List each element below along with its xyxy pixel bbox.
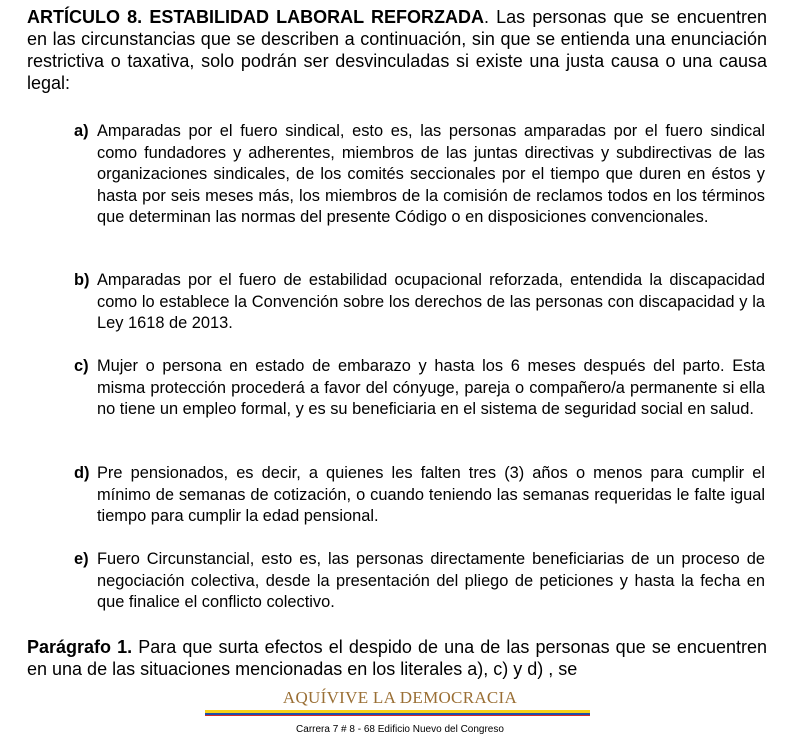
footer-brand-logo: AQUÍVIVE LA DEMOCRACIA — [282, 688, 518, 707]
list-item-a — [74, 121, 765, 229]
list-item-label: a) — [74, 122, 89, 140]
paragrafo-title: Parágrafo 1. — [27, 637, 133, 657]
list-item-text: Mujer o persona en estado de embarazo y hasta los 6 meses después del parto. Esta misma protección procederá a favor del cónyuge, pareja o compañero/a permanente si ella no tiene un empleo formal, y es su beneficiaria en el sistema de seguridad social en salud. — [97, 357, 765, 418]
list-item-b — [74, 270, 765, 335]
flag-red-stripe — [205, 715, 590, 717]
footer-address: Carrera 7 # 8 - 68 Edificio Nuevo del Congreso — [296, 724, 504, 735]
list-item-label: b) — [74, 271, 90, 289]
article-title: ARTÍCULO 8. ESTABILIDAD LABORAL REFORZADA — [27, 7, 484, 27]
article-body: . Las personas que se encuentren en las circunstancias que se describen a continuación, sin que se entienda una enunciación restrictiva o taxativa, solo podrán ser desvinculadas si existe una justa causa o una causa legal: — [27, 7, 767, 93]
article-8-paragraph — [27, 6, 767, 94]
list-item-label: d) — [74, 464, 90, 482]
flag-stripe — [205, 710, 590, 716]
list-item-e — [74, 549, 765, 614]
paragrafo-1-paragraph — [27, 636, 767, 680]
paragrafo-body: Para que surta efectos el despido de una de las personas que se encuentren en una de las situaciones mencionadas en los literales a), c) y d) , se — [27, 637, 767, 679]
list-item-text: Pre pensionados, es decir, a quienes les falten tres (3) años o menos para cumplir el mínimo de semanas de cotización, o cuando teniendo las semanas requeridas le falte igual tiempo para cumplir la edad pensional. — [97, 464, 765, 525]
list-item-text: Fuero Circunstancial, esto es, las personas directamente beneficiarias de un proceso de negociación colectiva, desde la presentación del pliego de peticiones y hasta la fecha en que finalice el conflicto colectivo. — [97, 550, 765, 611]
list-item-label: e) — [74, 550, 89, 568]
list-item-d — [74, 463, 765, 528]
list-item-label: c) — [74, 357, 89, 375]
list-item-text: Amparadas por el fuero de estabilidad ocupacional reforzada, entendida la discapacidad como lo establece la Convención sobre los derechos de las personas con discapacidad y la Ley 1618 de 2013. — [97, 271, 765, 332]
list-item-c — [74, 356, 765, 421]
list-item-text: Amparadas por el fuero sindical, esto es, las personas amparadas por el fuero sindical como fundadores y adherentes, miembros de las juntas directivas y subdirectivas de las organizaciones sindicales, de los comités seccionales por el tiempo que duren en éstos y hasta por seis meses más, los miembros de la comisión de reclamos todos en los términos que determinan las normas del presente Código o en disposiciones convencionales. — [97, 122, 765, 226]
